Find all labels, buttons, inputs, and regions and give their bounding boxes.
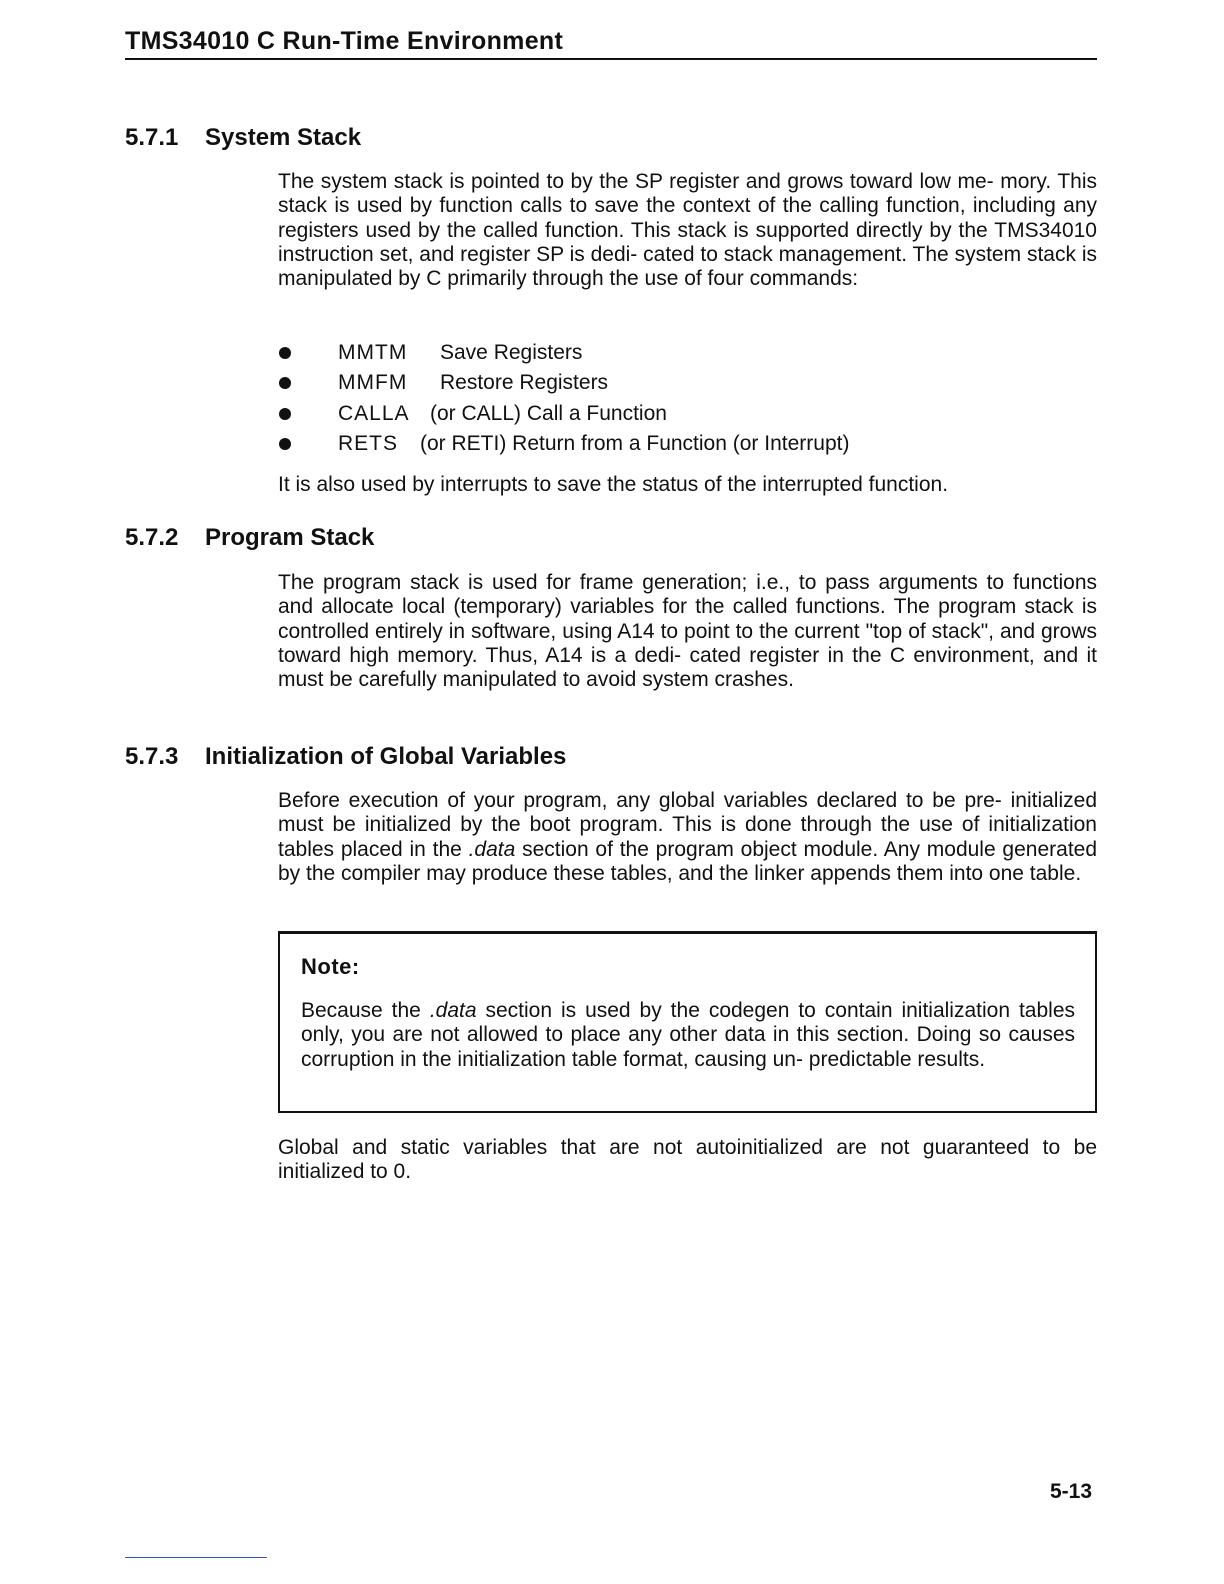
bullet-icon bbox=[279, 377, 291, 389]
page-number: 5-13 bbox=[1050, 1480, 1093, 1503]
section-number: 5.7.2 bbox=[125, 524, 179, 551]
command-name: MMTM bbox=[338, 341, 408, 364]
command-description: (or RETI) Return from a Function (or Interrupt) bbox=[420, 431, 850, 455]
section-heading-global-variables bbox=[125, 743, 566, 771]
autoinit-paragraph: Global and static variables that are not autoinitialized are not guaranteed to be initialized to 0. bbox=[278, 1136, 1097, 1184]
section-title: Program Stack bbox=[205, 524, 375, 551]
program-stack-paragraph: The program stack is used for frame generation; i.e., to pass arguments to functions and allocate local (temporary) variables for the called functions. The program stack is controlled entirely in software, using A14 to point to the current "top of stack", and grows toward high memory. Thus, A14 is a dedi- cated register in the C environment, and it must be carefully manipulated to avoid system crashes. bbox=[278, 571, 1097, 692]
data-section-term: .data bbox=[468, 837, 516, 861]
command-description: Restore Registers bbox=[440, 371, 609, 395]
interrupts-paragraph: It is also used by interrupts to save the status of the interrupted function. bbox=[278, 473, 949, 496]
note-text bbox=[301, 999, 1075, 1072]
command-name: MMFM bbox=[338, 371, 408, 395]
section-title: Initialization of Global Variables bbox=[205, 743, 567, 770]
running-header bbox=[125, 27, 1097, 60]
data-section-term: .data bbox=[429, 999, 477, 1022]
text-run: section is used by the codegen to contain initialization tables only, you are not allowed to place any other data in this section. Doing so causes corruption in the initialization table format, causing un- predictable results. bbox=[301, 999, 1075, 1071]
section-number: 5.7.1 bbox=[125, 124, 179, 151]
command-description: Save Registers bbox=[440, 341, 583, 364]
note-title: Note: bbox=[301, 954, 360, 979]
text-run: Before execution of your program, any global variables declared to be pre- initialized must be initialized by the boot program. This is done through the use of initialization tables placed in the bbox=[278, 789, 1097, 861]
system-stack-paragraph: The system stack is pointed to by the SP register and grows toward low me- mory. This stack is used by function calls to save the context of the calling function, including any registers used by the called function. This stack is supported directly by the TMS34010 instruction set, and register SP is dedi- cated to stack management. The system stack is manipulated by C primarily through the use of four commands: bbox=[278, 170, 1097, 291]
text-run: Because the bbox=[301, 999, 430, 1022]
note-box bbox=[278, 931, 1097, 1113]
section-heading-system-stack bbox=[125, 124, 361, 152]
header-title: TMS34010 C Run-Time Environment bbox=[125, 27, 564, 55]
footer-rule bbox=[125, 1557, 267, 1558]
command-name: CALLA bbox=[338, 401, 410, 425]
command-name: RETS bbox=[338, 431, 399, 455]
section-title: System Stack bbox=[205, 124, 362, 151]
global-variables-paragraph bbox=[278, 789, 1097, 886]
section-number: 5.7.3 bbox=[125, 743, 179, 770]
text-run: section of the program object module. Any module generated by the compiler may produce these tables, and the linker appends them into one table. bbox=[278, 837, 1098, 885]
bullet-icon bbox=[279, 438, 291, 450]
command-description: (or CALL) Call a Function bbox=[430, 401, 667, 425]
section-heading-program-stack bbox=[125, 524, 374, 552]
bullet-icon bbox=[279, 347, 291, 359]
bullet-icon bbox=[279, 408, 291, 420]
